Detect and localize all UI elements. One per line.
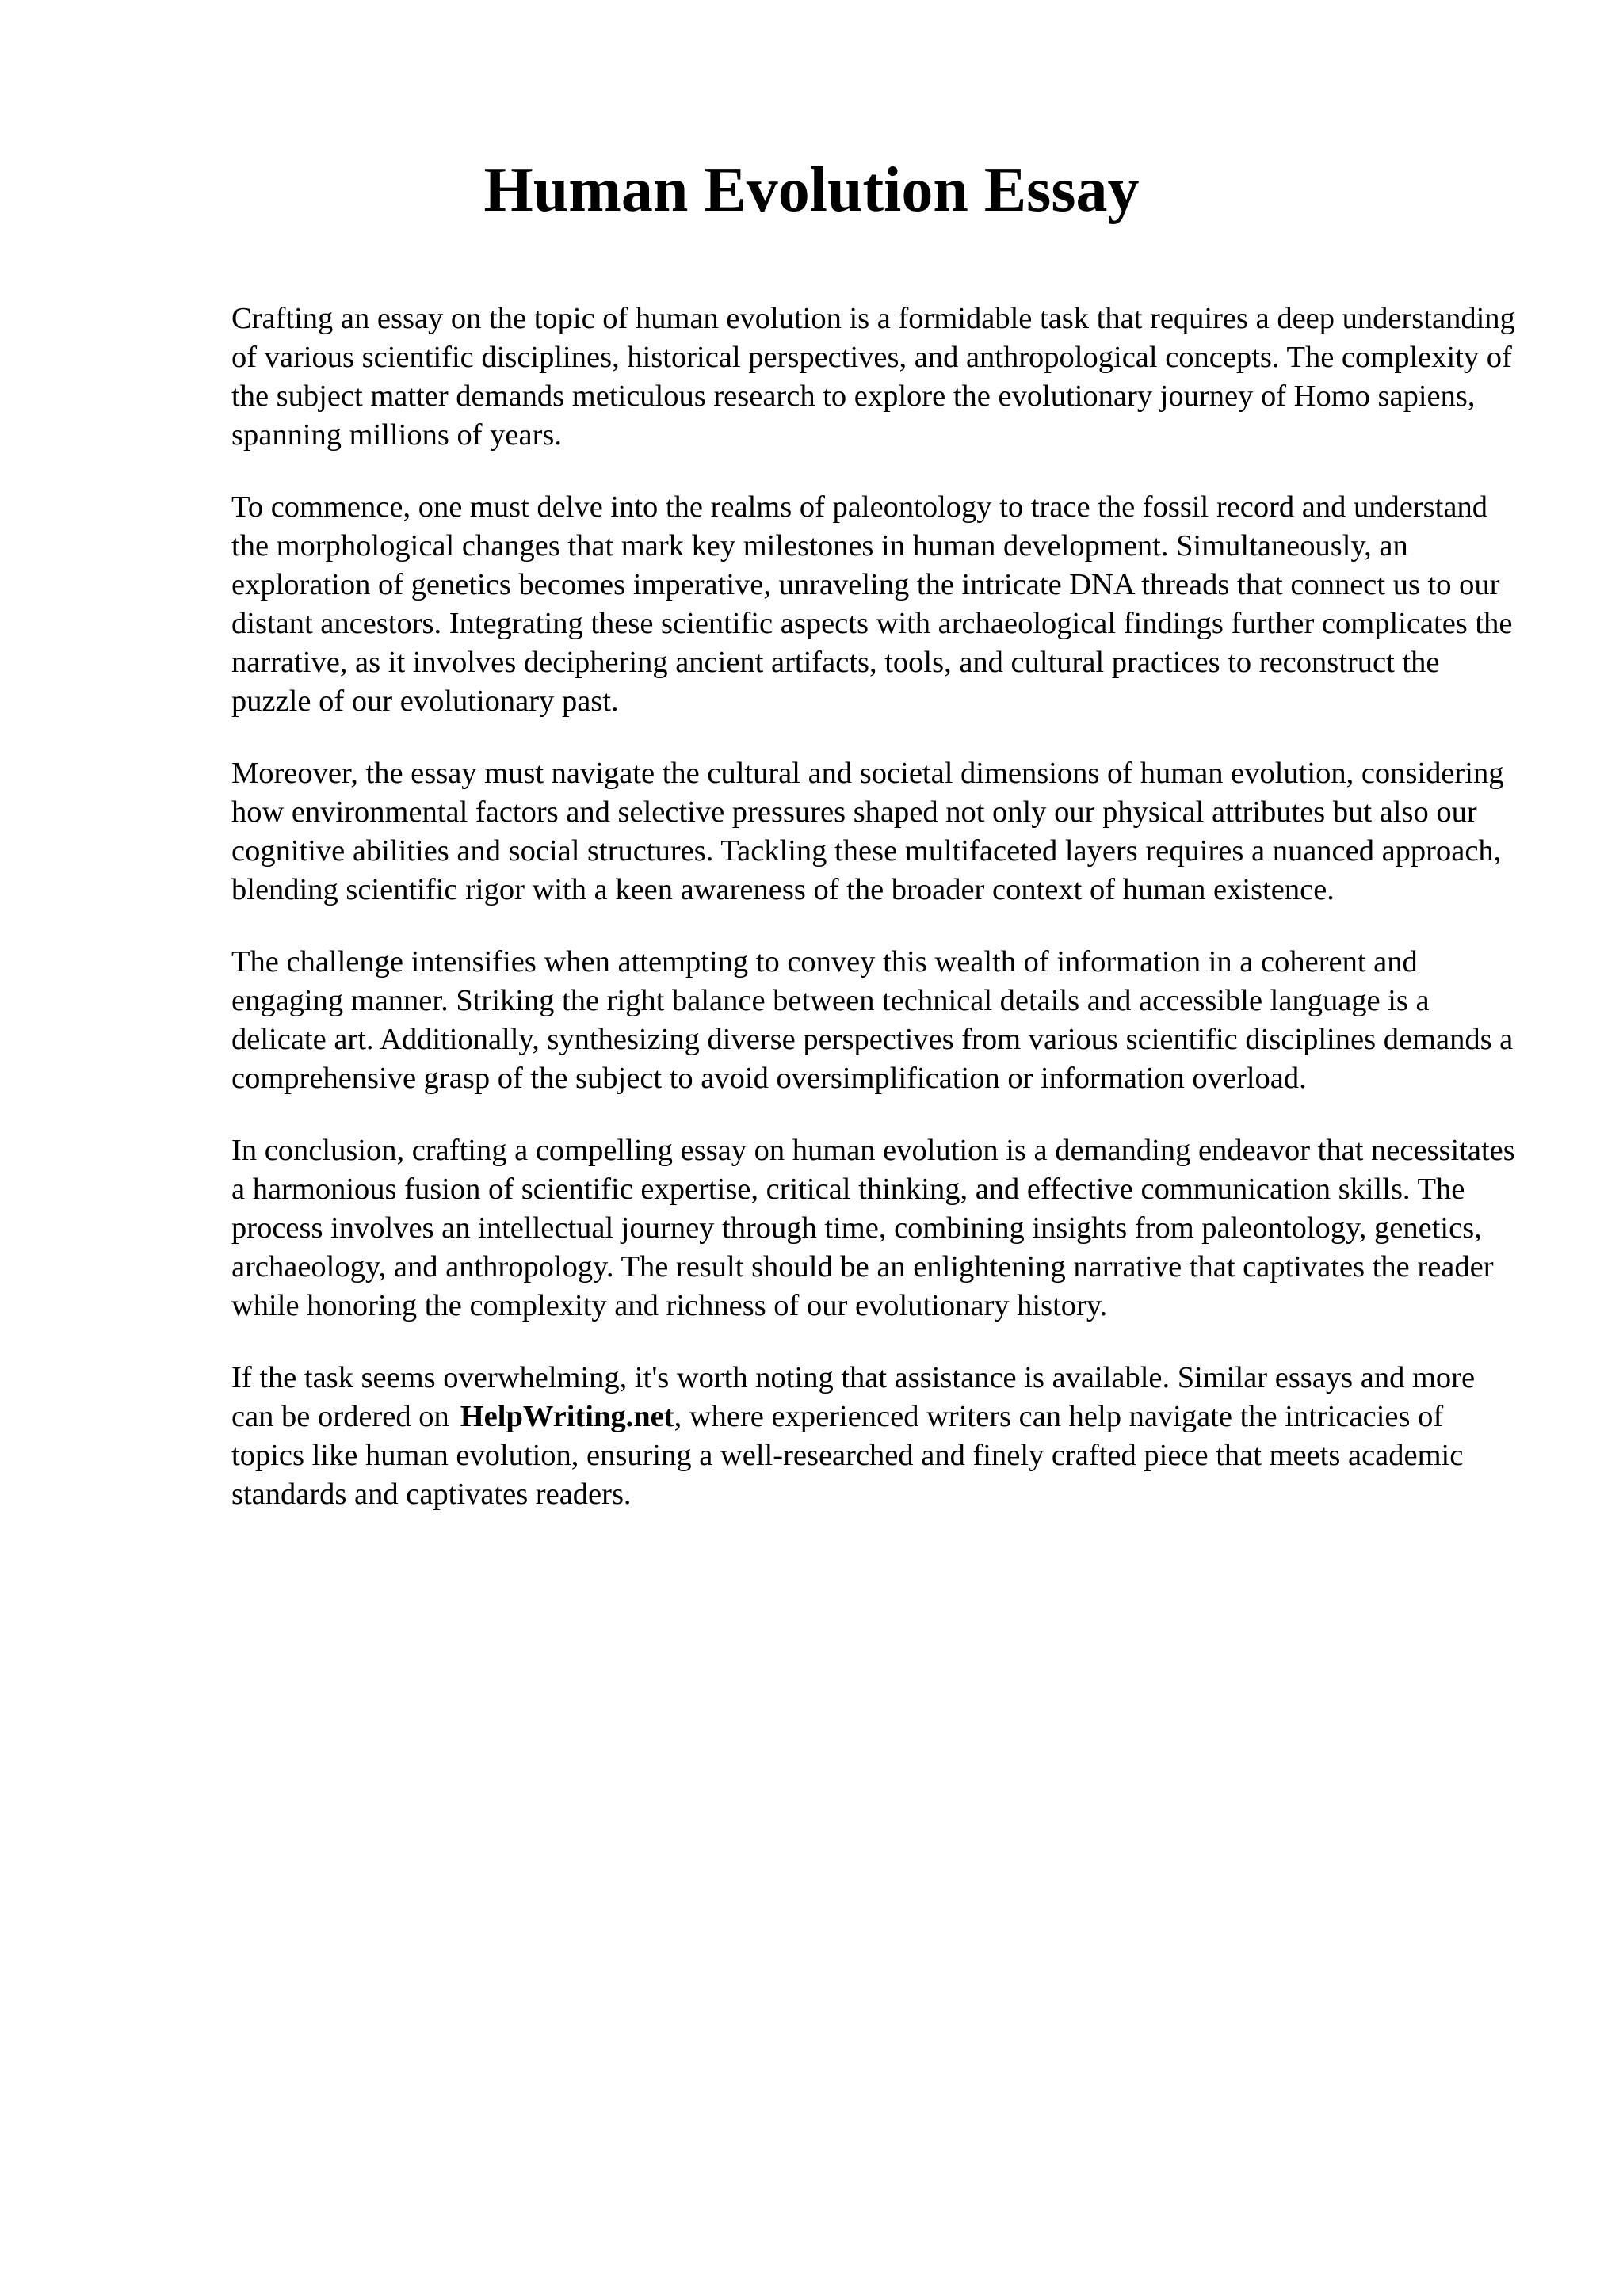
paragraph-conclusion: In conclusion, crafting a compelling essay on human evolution is a demanding endeavor that necessitates a harmonious fusion of scientific expertise, critical thinking, and effective communication skills. The process involves an intellectual journey through time, combining insights from paleontology, genetics, archaeology, and anthropology. The result should be an enlightening narrative that captivates the reader while honoring the complexity and richness of our evolutionary history. bbox=[231, 1134, 1515, 1322]
paragraph-assistance bbox=[231, 1359, 1515, 1514]
paragraph-challenge: The challenge intensifies when attempting to convey this wealth of information in a coherent and engaging manner. Striking the right balance between technical details and accessible language is a delicate art. Additionally, synthesizing diverse perspectives from various scientific disciplines demands a comprehensive grasp of the subject to avoid oversimplification or information overload. bbox=[231, 945, 1514, 1095]
paragraph-cultural-dimensions: Moreover, the essay must navigate the cultural and societal dimensions of human evolution, considering how environmental factors and selective pressures shaped not only our physical attributes but also our cognitive abilities and social structures. Tackling these multifaceted layers requires a nuanced approach, blending scientific rigor with a keen awareness of the broader context of human existence. bbox=[231, 757, 1504, 906]
paragraph-intro: Crafting an essay on the topic of human evolution is a formidable task that requires a deep understanding of various scientific disciplines, historical perspectives, and anthropological concepts. The complexity of the subject matter demands meticulous research to explore the evolutionary journey of Homo sapiens, spanning millions of years. bbox=[231, 302, 1515, 452]
paragraph-paleontology: To commence, one must delve into the realms of paleontology to trace the fossil record and understand the morphological changes that mark key milestones in human development. Simultaneously, an exploration of genetics becomes imperative, unraveling the intricate DNA threads that connect us to our distant ancestors. Integrating these scientific aspects with archaeological findings further complicates the narrative, as it involves deciphering ancient artifacts, tools, and cultural practices to reconstruct the puzzle of our evolutionary past. bbox=[231, 490, 1513, 718]
assistance-text-after: , where experienced writers can help navigate the intricacies of topics like human evolution, ensuring a well-researched and finely crafted piece that meets academic standards and captivates readers. bbox=[231, 1400, 1464, 1511]
essay-body bbox=[231, 299, 1515, 1547]
page-title: Human Evolution Essay bbox=[483, 155, 1140, 225]
helpwriting-link[interactable]: HelpWriting.net bbox=[460, 1400, 674, 1433]
assistance-text-before: If the task seems overwhelming, it's worth noting that assistance is available. Similar essays and more can be ordered on bbox=[231, 1361, 1476, 1433]
